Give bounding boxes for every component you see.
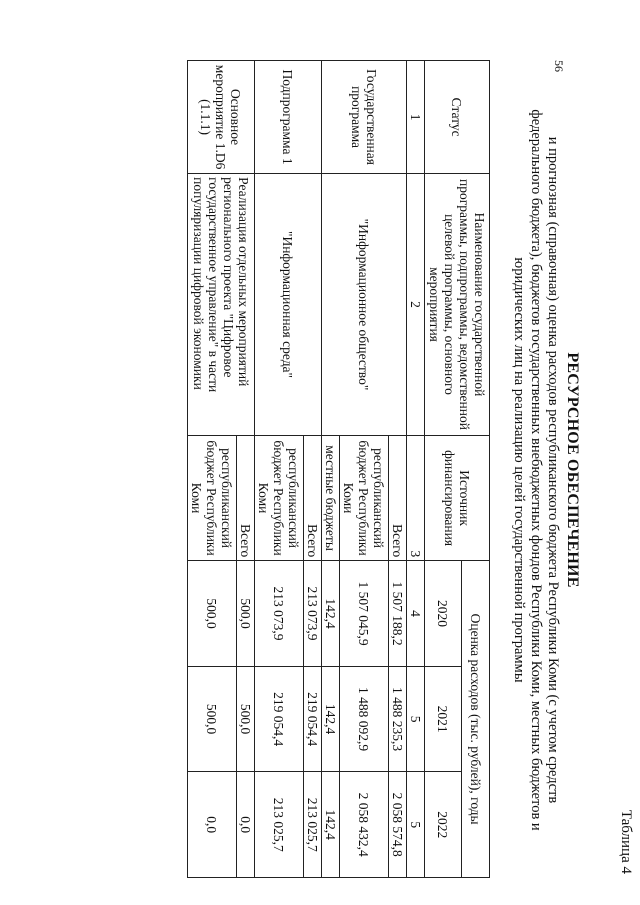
column-number: 4 [407, 561, 425, 667]
column-number: 1 [407, 61, 425, 174]
row-value-v2: 1 488 235,3 [389, 666, 407, 772]
rotated-page-content [188, 60, 640, 880]
row-value-v3: 2 058 574,8 [389, 772, 407, 878]
row-value-v3: 0,0 [237, 772, 255, 878]
table-row [389, 61, 407, 878]
row-value-v3: 142,4 [322, 772, 340, 878]
row-value-v1: 213 073,9 [304, 561, 322, 667]
row-value-v2: 500,0 [237, 666, 255, 772]
table-label: Таблица 4 [618, 809, 634, 874]
row-source: республиканский бюджет Республики Коми [188, 435, 237, 560]
column-number: 3 [407, 435, 425, 560]
header-estimate: Оценка расходов (тыс. рублей), годы [462, 561, 490, 878]
row-status: Подпрограмма 1 [255, 61, 322, 174]
row-value-v2: 500,0 [188, 666, 237, 772]
document-title: РЕСУРСНОЕ ОБЕСПЕЧЕНИЕ [564, 352, 581, 588]
row-value-v2: 219 054,4 [304, 666, 322, 772]
row-value-v1: 1 507 188,2 [389, 561, 407, 667]
row-name: "Информационная среда" [255, 174, 322, 436]
row-value-v2: 1 488 092,9 [340, 666, 389, 772]
row-value-v2: 219 054,4 [255, 666, 304, 772]
header-source: Источник финансирования [425, 435, 490, 560]
row-value-v3: 213 025,7 [304, 772, 322, 878]
row-source: Всего [389, 435, 407, 560]
row-status: Основное мероприятие 1.D6 (1.1.1) [188, 61, 255, 174]
table-row [237, 61, 255, 878]
document-subtitle: и прогнозная (справочная) оценка расходов республиканского бюджета Республики Коми (с учетом средств федерального бюджета), бюджетов государственных внебюджетных фондов Республики Коми, местных бюджетов и юридических лиц на реализацию целей государственной программы [511, 109, 561, 831]
header-year-2020: 2020 [425, 561, 462, 667]
row-value-v1: 142,4 [322, 561, 340, 667]
column-number: 5 [407, 666, 425, 772]
row-value-v1: 500,0 [188, 561, 237, 667]
page-number: 56 [552, 60, 566, 72]
row-value-v3: 213 025,7 [255, 772, 304, 878]
row-value-v3: 0,0 [188, 772, 237, 878]
row-value-v2: 142,4 [322, 666, 340, 772]
header-year-2022: 2022 [425, 772, 462, 878]
column-number: 5 [407, 772, 425, 878]
header-year-2021: 2021 [425, 666, 462, 772]
row-value-v3: 2 058 432,4 [340, 772, 389, 878]
row-name: "Информационное общество" [322, 174, 407, 436]
row-source: республиканский бюджет Республики Коми [255, 435, 304, 560]
row-status: Государственная программа [322, 61, 407, 174]
row-source: республиканский бюджет Республики Коми [340, 435, 389, 560]
header-status: Статус [425, 61, 490, 174]
row-source: Всего [237, 435, 255, 560]
row-value-v1: 213 073,9 [255, 561, 304, 667]
resource-table [187, 60, 490, 878]
table-row [304, 61, 322, 878]
row-name: Реализация отдельных мероприятий регионального проекта "Цифровое государственное управление" в части популяризации цифровой экономики [188, 174, 255, 436]
column-numbers-row [407, 61, 425, 878]
row-value-v1: 1 507 045,9 [340, 561, 389, 667]
header-row [462, 61, 490, 878]
row-source: местные бюджеты [322, 435, 340, 560]
column-number: 2 [407, 174, 425, 436]
header-name: Наименование государственной программы, подпрограммы, ведомственной целевой программы, основного мероприятия [425, 174, 490, 436]
row-source: Всего [304, 435, 322, 560]
row-value-v1: 500,0 [237, 561, 255, 667]
